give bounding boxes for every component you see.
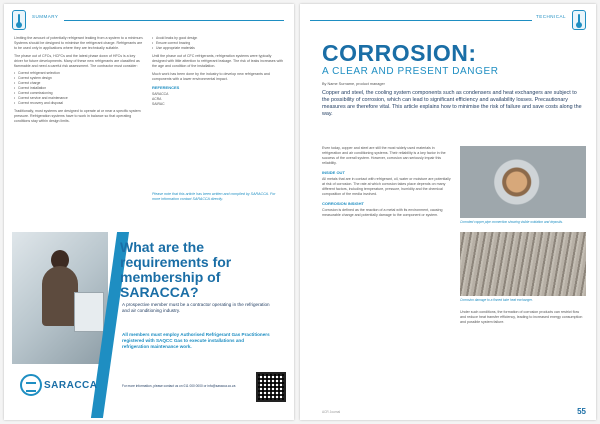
left-header (4, 10, 294, 34)
bullet-item: • Correct system design (14, 76, 144, 81)
right-footer (300, 404, 596, 414)
col1-para2: Traditionally, most systems are designed to operate at or near a specific system pressure. Refrigeration systems have to work in balance so that operating conditions stay within design limits. (14, 109, 141, 123)
footer-text: ACR Journal (322, 410, 341, 414)
bullet-item: • Use appropriate materials (152, 46, 284, 51)
bullet-item: • Correct charge (14, 81, 144, 86)
right-column-2 (460, 310, 586, 325)
qr-code-icon[interactable] (256, 372, 286, 402)
reference-item: ACRA (152, 97, 162, 101)
reference-item: SARACCA (152, 92, 169, 96)
subheading-1: INSIDE OUT (322, 170, 345, 175)
article-intro: Copper and steel, the cooling system components such as condensers and heat exchangers are subject to the possibility of corrosion, which can lead to significant efficiency and availability losses. Precautionary measures are therefore vital. This article explains how to minimise the risk of failure and save costs along the way. (322, 90, 582, 117)
ad-contact: For more information, please contact us on 011 000 0000 or info@saracca.co.za (122, 384, 236, 388)
article-title: CORROSION: (322, 40, 477, 66)
right-column-1 (322, 146, 452, 218)
bullet-item: • Correct refrigerant selection (14, 71, 144, 76)
col1-bullet-list (14, 71, 144, 106)
photo-caption-1: Corroded copper pipe connection showing visible oxidation and deposits. (460, 220, 563, 224)
article-subtitle: A CLEAR AND PRESENT DANGER (322, 66, 499, 77)
saracca-logo (20, 372, 100, 408)
ad-title: What are the requirements for membership of SARACCA? (120, 239, 232, 300)
bullet-item: • Avoid leaks by good design (152, 36, 284, 41)
thermometer-icon (12, 10, 26, 30)
logo-name: SARACCA (44, 380, 98, 391)
col1-para: Even today, copper and steel are still the most widely used materials in refrigeration and air conditioning systems. Their reliability is a key factor in the success of the overall system. However, corrosion can seriously impair this reliability. (322, 146, 446, 165)
left-footer (4, 404, 294, 414)
left-page (4, 4, 294, 420)
references-list (152, 92, 284, 107)
col1-intro: Limiting the amount of potentially refrigerant leaking from a system to a minimum. Systems should be designed to minimise the refrigerant charge. Refrigerants are to be used only in applications where they are technically suitable. (14, 36, 144, 50)
bullet-item: • Correct commissioning (14, 91, 144, 96)
article-byline: By Name Surname, product manager (322, 82, 385, 86)
col2-bullet-list (152, 36, 284, 51)
bullet-item: • Correct service and maintenance (14, 96, 144, 101)
col1-para2: All metals that are in contact with refrigerant, oil, water or moisture are potentially at risk of corrosion. The rate at which corrosion takes place depends on many different factors, including temperature, pressure, humidity and the chemical composition of the media involved. (322, 177, 451, 196)
references-heading: REFERENCES (152, 85, 180, 90)
article-notice: Please note that this article has been written and compiled by SARACCA. For more information contact SARACCA directly. (152, 192, 276, 201)
page-number: 55 (577, 407, 586, 416)
col2-para: Under such conditions, the formation of corrosion products can restrict flow and reduce heat transfer efficiency, leading to increased energy consumption and possible system failure. (460, 310, 583, 324)
technician-photo (12, 232, 108, 364)
col1-para: The phase out of CFCs, HCFCs and the latest phase down of HFCs is a key driver for future developments. Many of these new refrigerants are classified as flammable and need a careful risk assessment. The contractor must consider: (14, 54, 140, 68)
saracca-emblem-icon (20, 374, 42, 396)
col1-para3: Corrosion is defined as the reaction of a metal with its environment, causing measurable change and potentially damage to the component or system. (322, 208, 443, 217)
col2-para: Until the phase out of CFC refrigerants, refrigeration systems were typically designed with little attention to refrigerant leakage. The risk of leaks increases with the age and condition of the installation. (152, 54, 283, 68)
bullet-item: • Correct installation (14, 86, 144, 91)
left-column-1 (14, 36, 144, 124)
ad-paragraph-2: All members must employ Authorised Refrigerant Gas Practitioners registered with SAQCC Gas to execute installations and refrigeration maintenance work. (122, 332, 270, 349)
bullet-item: • Ensure correct brazing (152, 41, 284, 46)
col2-para2: Much work has been done by the industry to develop new refrigerants and components with a lower environmental impact. (152, 72, 270, 81)
right-page (300, 4, 596, 420)
section-tag: TECHNICAL (535, 14, 566, 19)
photo-caption-2: Corrosion damage to a finned tube heat exchanger. (460, 298, 533, 302)
bullet-item: • Correct recovery and disposal (14, 101, 144, 106)
subheading-2: CORROSION INSIGHT (322, 201, 365, 206)
reference-item: SAIRAC (152, 102, 165, 106)
right-header (300, 10, 596, 34)
ad-paragraph-1: A prospective member must be a contractor operating in the refrigeration and air conditioning industry. (122, 302, 270, 313)
corroded-pipe-photo (460, 146, 586, 218)
left-column-2 (152, 36, 284, 107)
header-rule (64, 20, 284, 21)
header-rule (310, 20, 532, 21)
thermometer-icon (572, 10, 586, 30)
section-tag: SUMMARY (32, 14, 59, 19)
saracca-advert (12, 232, 288, 418)
heat-exchanger-photo (460, 232, 586, 296)
